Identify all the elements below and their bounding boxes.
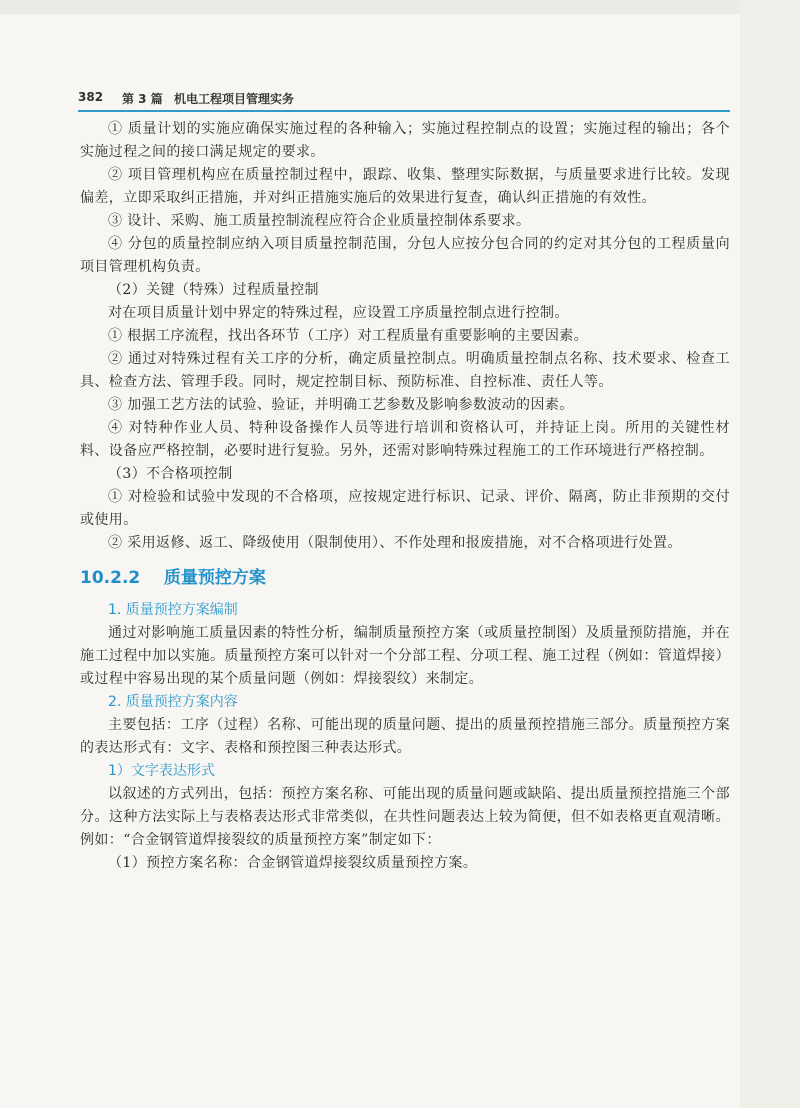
scan-border-top [0,0,800,14]
paragraph: ④ 分包的质量控制应纳入项目质量控制范围，分包人应按分包合同的约定对其分包的工程质量向项目管理机构负责。 [80,236,730,275]
paragraph: ② 通过对特殊过程有关工序的分析，确定质量控制点。明确质量控制点名称、技术要求、检查工具、检查方法、管理手段。同时，规定控制目标、预防标准、自控标准、责任人等。 [80,351,730,390]
paragraph: 以叙述的方式列出，包括：预控方案名称、可能出现的质量问题或缺陷、提出质量预控措施三个部分。这种方法实际上与表格表达形式非常类似，在共性问题表达上较为简便，但不如表格更直观清晰。例如：“合金钢管道焊接裂纹的质量预控方案”制定如下： [80,786,730,848]
chapter-title: 机电工程项目管理实务 [174,92,295,106]
paragraph: ① 质量计划的实施应确保实施过程的各种输入；实施过程控制点的设置；实施过程的输出；各个实施过程之间的接口满足规定的要求。 [80,121,730,160]
paragraph: ③ 加强工艺方法的试验、验证，并明确工艺参数及影响参数波动的因素。 [108,397,574,413]
section-heading [80,565,730,591]
page-body [80,118,730,875]
paragraph: ① 对检验和试验中发现的不合格项，应按规定进行标识、记录、评价、隔离，防止非预期的交付或使用。 [80,489,730,528]
chapter-label: 第 3 篇 [122,92,163,106]
running-header [78,88,730,112]
subheading-nonconformity: （3）不合格项控制 [108,466,233,482]
paragraph: 对在项目质量计划中界定的特殊过程，应设置工序质量控制点进行控制。 [108,305,569,321]
paragraph: 主要包括：工序（过程）名称、可能出现的质量问题、提出的质量预控措施三部分。质量预控方案的表达形式有：文字、表格和预控图三种表达形式。 [80,717,730,756]
scan-border-right [740,0,800,1108]
subsection-heading: 1）文字表达形式 [108,763,215,779]
subsection-heading: 1. 质量预控方案编制 [108,602,238,618]
paragraph: ④ 对特种作业人员、特种设备操作人员等进行培训和资格认可，并持证上岗。所用的关键性材料、设备应严格控制，必要时进行复验。另外，还需对影响特殊过程施工的工作环境进行严格控制。 [80,420,730,459]
subsection-heading: 2. 质量预控方案内容 [108,694,238,710]
page-number: 382 [78,90,104,104]
paragraph: 通过对影响施工质量因素的特性分析，编制质量预控方案（或质量控制图）及质量预防措施，并在施工过程中加以实施。质量预控方案可以针对一个分部工程、分项工程、施工过程（例如：管道焊接）或过程中容易出现的某个质量问题（例如：焊接裂纹）来制定。 [80,625,730,687]
paragraph: ② 采用返修、返工、降级使用（限制使用）、不作处理和报废措施，对不合格项进行处置。 [108,535,682,551]
paragraph: ② 项目管理机构应在质量控制过程中，跟踪、收集、整理实际数据，与质量要求进行比较。发现偏差，立即采取纠正措施，并对纠正措施实施后的效果进行复查，确认纠正措施的有效性。 [80,167,730,206]
paragraph: （1）预控方案名称：合金钢管道焊接裂纹质量预控方案。 [108,855,478,871]
subheading-key-process: （2）关键（特殊）过程质量控制 [108,282,319,298]
section-title: 质量预控方案 [163,568,266,588]
section-number: 10.2.2 [80,568,141,588]
paragraph: ① 根据工序流程，找出各环节（工序）对工程质量有重要影响的主要因素。 [108,328,589,344]
paragraph: ③ 设计、采购、施工质量控制流程应符合企业质量控制体系要求。 [108,213,531,229]
